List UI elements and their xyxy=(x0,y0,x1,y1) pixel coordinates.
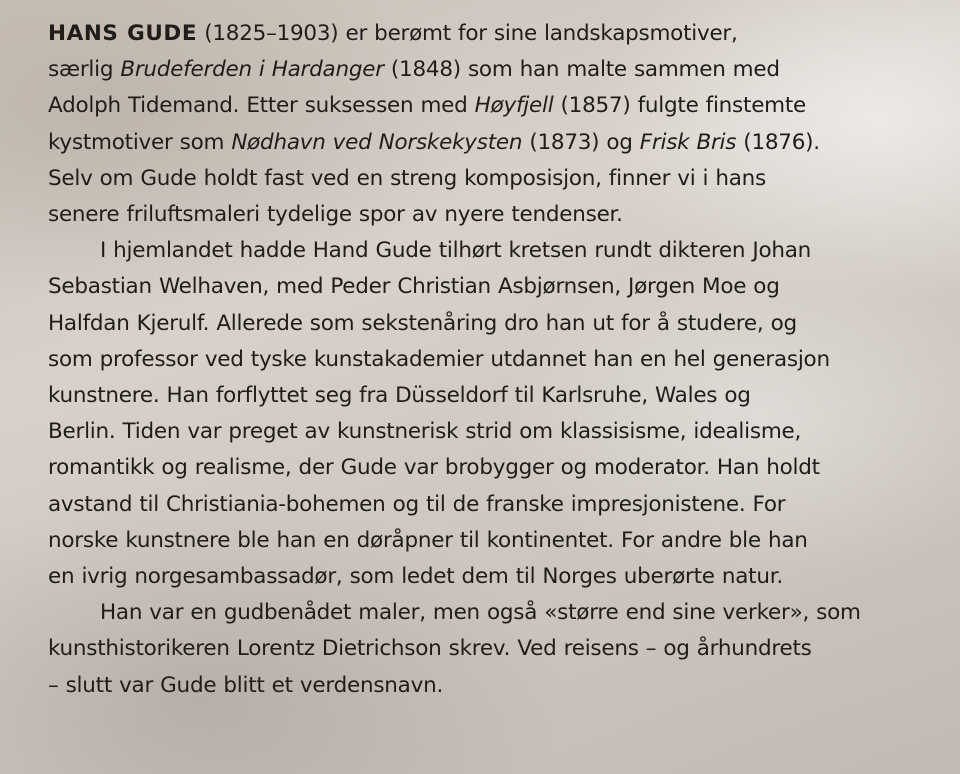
text-segment: (1873) og xyxy=(522,129,640,155)
paragraph-3 xyxy=(48,595,948,704)
author-name: HANS GUDE xyxy=(48,21,198,46)
text-segment: Han var en gudbenådet maler, men også «større end sine verker», som kunsthistorikeren Lorentz Dietrichson skrev. Ved reisens – og århundrets – slutt var Gude blitt et verdensnavn. xyxy=(48,600,861,698)
artwork-title-brudeferden: Brudeferden i Hardanger xyxy=(120,57,384,83)
text-segment: (1825–1903) er berømt for sine landskapsmotiver, særlig xyxy=(48,21,738,83)
artwork-title-frisk-bris: Frisk Bris xyxy=(639,129,737,155)
text-segment: (1857) fulgte finstemte kystmotiver som xyxy=(48,93,807,155)
article-text xyxy=(48,16,948,704)
text-segment: (1876). Selv om Gude holdt fast ved en streng komposisjon, finner vi i hans senere friluftsmaleri tydelige spor av nyere tendenser. xyxy=(48,129,820,228)
artwork-title-hoyfjell: Høyfjell xyxy=(474,93,554,119)
paragraph-2 xyxy=(48,233,948,595)
paragraph-1 xyxy=(48,16,948,233)
artwork-title-nodhavn: Nødhavn ved Norskekysten xyxy=(231,129,523,155)
text-segment: I hjemlandet hadde Hand Gude tilhørt kretsen rundt dikteren Johan Sebastian Welhaven, med Peder Christian Asbjørnsen, Jørgen Moe og Halfdan Kjerulf. Allerede som sekstenåring dro han ut for å studere, og som professor ved tyske kunstakademier utdannet han en hel generasjon kunstnere. Han forflyttet seg fra Düsseldorf til Karlsruhe, Wales og Berlin. Tiden var preget av kunstnerisk strid om klassisisme, idealisme, romantikk og realisme, der Gude var brobygger og moderator. Han holdt avstand til Christiania-bohemen og til de franske impresjonistene. For norske kunstnere ble han en døråpner til kontinentet. For andre ble han en ivrig norgesambassadør, som ledet dem til Norges uberørte natur. xyxy=(48,238,830,590)
text-segment: (1848) som han malte sammen med Adolph Tidemand. Etter suksessen med xyxy=(48,57,780,119)
